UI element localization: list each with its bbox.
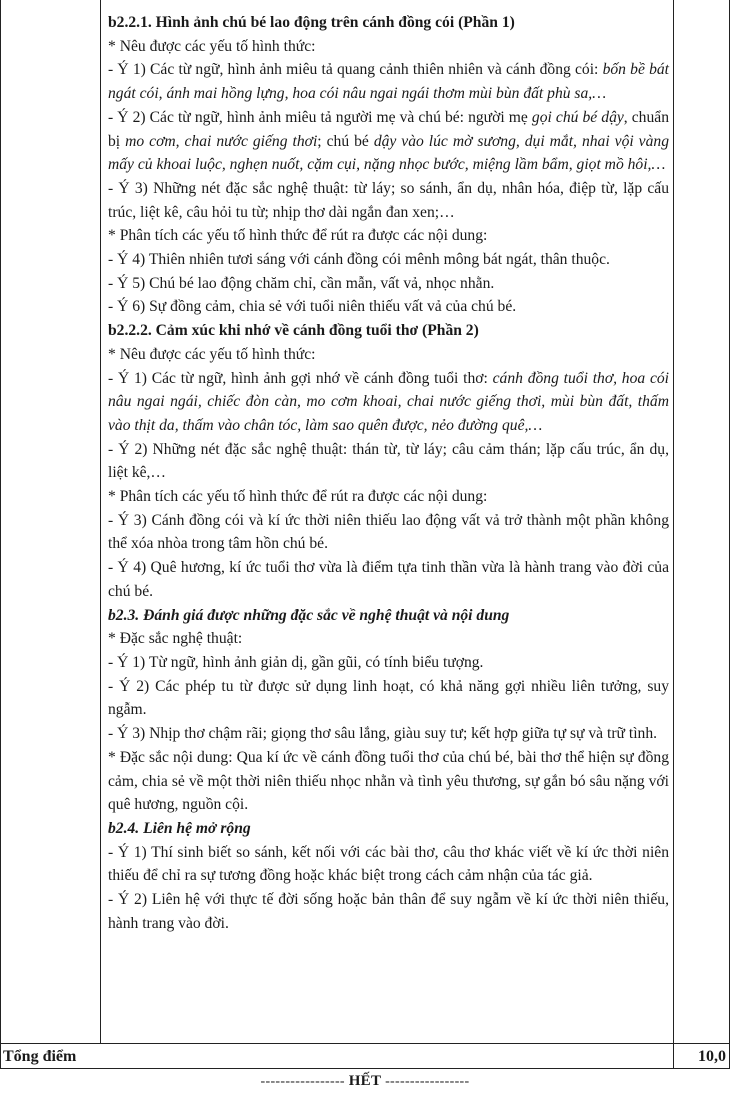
answer-paragraph xyxy=(108,272,669,296)
answer-paragraph xyxy=(108,627,669,651)
answer-paragraph xyxy=(108,675,669,722)
answer-paragraph xyxy=(108,485,669,509)
end-dashes-left: ----------------- xyxy=(260,1074,345,1089)
paragraph-text: * Đặc sắc nội dung: Qua kí ức về cánh đồng tuổi thơ của chú bé, bài thơ thể hiện sự đồng cảm, chia sẻ về một thời niên thiếu nhọc nhằn và tình yêu thương, sự gắn bó sâu nặng với quê hương, nguồn cội. xyxy=(108,748,669,814)
paragraph-text: - Ý 1) Từ ngữ, hình ảnh giản dị, gần gũi, có tính biểu tượng. xyxy=(108,653,484,671)
paragraph-text: - Ý 4) Thiên nhiên tươi sáng với cánh đồng cói mênh mông bát ngát, thân thuộc. xyxy=(108,251,610,269)
answer-paragraph xyxy=(108,224,669,248)
table-bottom-border xyxy=(0,1068,730,1069)
paragraph-text: - Ý 4) Quê hương, kí ức tuổi thơ vừa là điểm tựa tinh thần vừa là hành trang vào đời của chú bé. xyxy=(108,559,669,600)
italic-quote: bốn bề bát ngát cói, ánh mai hồng lựng, hoa cói nâu ngai ngái thơm mùi bùn đất phù sa,… xyxy=(108,61,669,103)
end-marker xyxy=(0,1072,730,1091)
paragraph-text: - Ý 2) Những nét đặc sắc nghệ thuật: thán từ, từ láy; câu cảm thán; lặp cấu trúc, ẩn dụ, liệt kê,… xyxy=(108,440,669,482)
answer-paragraph xyxy=(108,106,669,177)
paragraph-text: - Ý 5) Chú bé lao động chăm chỉ, cần mẫn, vất vả, nhọc nhằn. xyxy=(108,274,495,292)
paragraph-text: - Ý 1) Các từ ngữ, hình ảnh miêu tả quang cảnh thiên nhiên và cánh đồng cói: xyxy=(108,61,603,79)
table-column-divider-1 xyxy=(100,0,101,1043)
paragraph-text: * Phân tích các yếu tố hình thức để rút ra được các nội dung: xyxy=(108,227,488,245)
paragraph-text: - Ý 1) Thí sinh biết so sánh, kết nối với các bài thơ, câu thơ khác viết về kí ức thời niên thiếu để chỉ ra sự tương đồng hoặc khác biệt trong cách cảm nhận của tác giả. xyxy=(108,843,669,885)
italic-quote: dậy vào lúc mờ sương, dụi mắt, nhai vội vàng mấy củ khoai luộc, nghẹn nuốt, cặm cụi, nặng nhọc bước, miệng lầm bẩm, giọt mồ hôi,… xyxy=(108,132,669,174)
answer-paragraph xyxy=(108,556,669,603)
paragraph-text: - Ý 3) Những nét đặc sắc nghệ thuật: từ láy; so sánh, ẩn dụ, nhân hóa, điệp từ, lặp cấu trúc, liệt kê, câu hỏi tu từ; nhịp thơ dài ngắn đan xen;… xyxy=(108,179,669,221)
italic-quote: cánh đồng tuổi thơ, hoa cói nâu ngai ngái, chiếc đòn càn, mo cơm khoai, chai nước giếng thơi, mùi bùn đất, thấm vào thịt da, thấm vào chân tóc, làm sao quên được, nẻo đường quê,… xyxy=(108,369,670,434)
paragraph-text: ; chú bé xyxy=(317,132,374,150)
italic-quote: gọi chú bé dậy xyxy=(531,108,624,126)
answer-paragraph xyxy=(108,35,669,59)
answer-paragraph xyxy=(108,722,669,746)
answer-paragraph xyxy=(108,58,669,105)
table-column-divider-2 xyxy=(673,0,674,1068)
answer-paragraph xyxy=(108,367,669,438)
answer-paragraph xyxy=(108,343,669,367)
answer-paragraph xyxy=(108,248,669,272)
total-score-label: Tổng điểm xyxy=(3,1048,77,1065)
paragraph-text: * Đặc sắc nghệ thuật: xyxy=(108,630,243,648)
paragraph-text: , chuẩn bị xyxy=(108,108,669,150)
table-row-divider xyxy=(0,1043,730,1044)
paragraph-text: - Ý 3) Nhịp thơ chậm rãi; giọng thơ sâu lắng, giàu suy tư; kết hợp giữa tự sự và trữ tình. xyxy=(108,725,658,743)
paragraph-text: - Ý 2) Các từ ngữ, hình ảnh miêu tả người mẹ và chú bé: người mẹ xyxy=(108,108,532,126)
answer-content xyxy=(108,11,669,935)
table-left-border xyxy=(0,0,1,1068)
answer-paragraph xyxy=(108,177,669,224)
total-score-value: 10,0 xyxy=(698,1048,726,1065)
paragraph-text: - Ý 3) Cánh đồng cói và kí ức thời niên thiếu lao động vất vả trở thành một phần không thể xóa nhòa trong tâm hồn chú bé. xyxy=(108,511,669,553)
paragraph-text: - Ý 2) Các phép tu từ được sử dụng linh hoạt, có khả năng gợi nhiều liên tưởng, suy ngẫm. xyxy=(108,677,669,719)
paragraph-text: * Nêu được các yếu tố hình thức: xyxy=(108,37,316,55)
end-dashes-right: ----------------- xyxy=(385,1074,470,1089)
paragraph-text: * Phân tích các yếu tố hình thức để rút ra được các nội dung: xyxy=(108,488,488,506)
answer-paragraph xyxy=(108,888,669,935)
answer-paragraph xyxy=(108,438,669,485)
answer-paragraph xyxy=(108,841,669,888)
end-word: HẾT xyxy=(348,1073,382,1089)
section-heading: b2.3. Đánh giá được những đặc sắc về nghệ thuật và nội dung xyxy=(108,606,510,624)
answer-paragraph xyxy=(108,651,669,675)
paragraph-text: * Nêu được các yếu tố hình thức: xyxy=(108,345,316,363)
paragraph-text: - Ý 1) Các từ ngữ, hình ảnh gợi nhớ về cánh đồng tuổi thơ: xyxy=(108,369,493,387)
section-heading: b2.2.1. Hình ảnh chú bé lao động trên cánh đồng cói (Phần 1) xyxy=(108,14,515,31)
paragraph-text: - Ý 2) Liên hệ với thực tế đời sống hoặc bản thân để suy ngẫm về kí ức thời niên thiếu, hành trang vào đời. xyxy=(108,891,669,932)
paragraph-text: - Ý 6) Sự đồng cảm, chia sẻ với tuổi niên thiếu vất vả của chú bé. xyxy=(108,298,517,316)
answer-paragraph xyxy=(108,746,669,817)
answer-paragraph xyxy=(108,509,669,556)
answer-paragraph xyxy=(108,295,669,319)
italic-quote: mo cơm, chai nước giếng thơi xyxy=(125,132,318,150)
section-heading: b2.4. Liên hệ mở rộng xyxy=(108,819,251,837)
section-heading: b2.2.2. Cảm xúc khi nhớ về cánh đồng tuổi thơ (Phần 2) xyxy=(108,322,479,340)
